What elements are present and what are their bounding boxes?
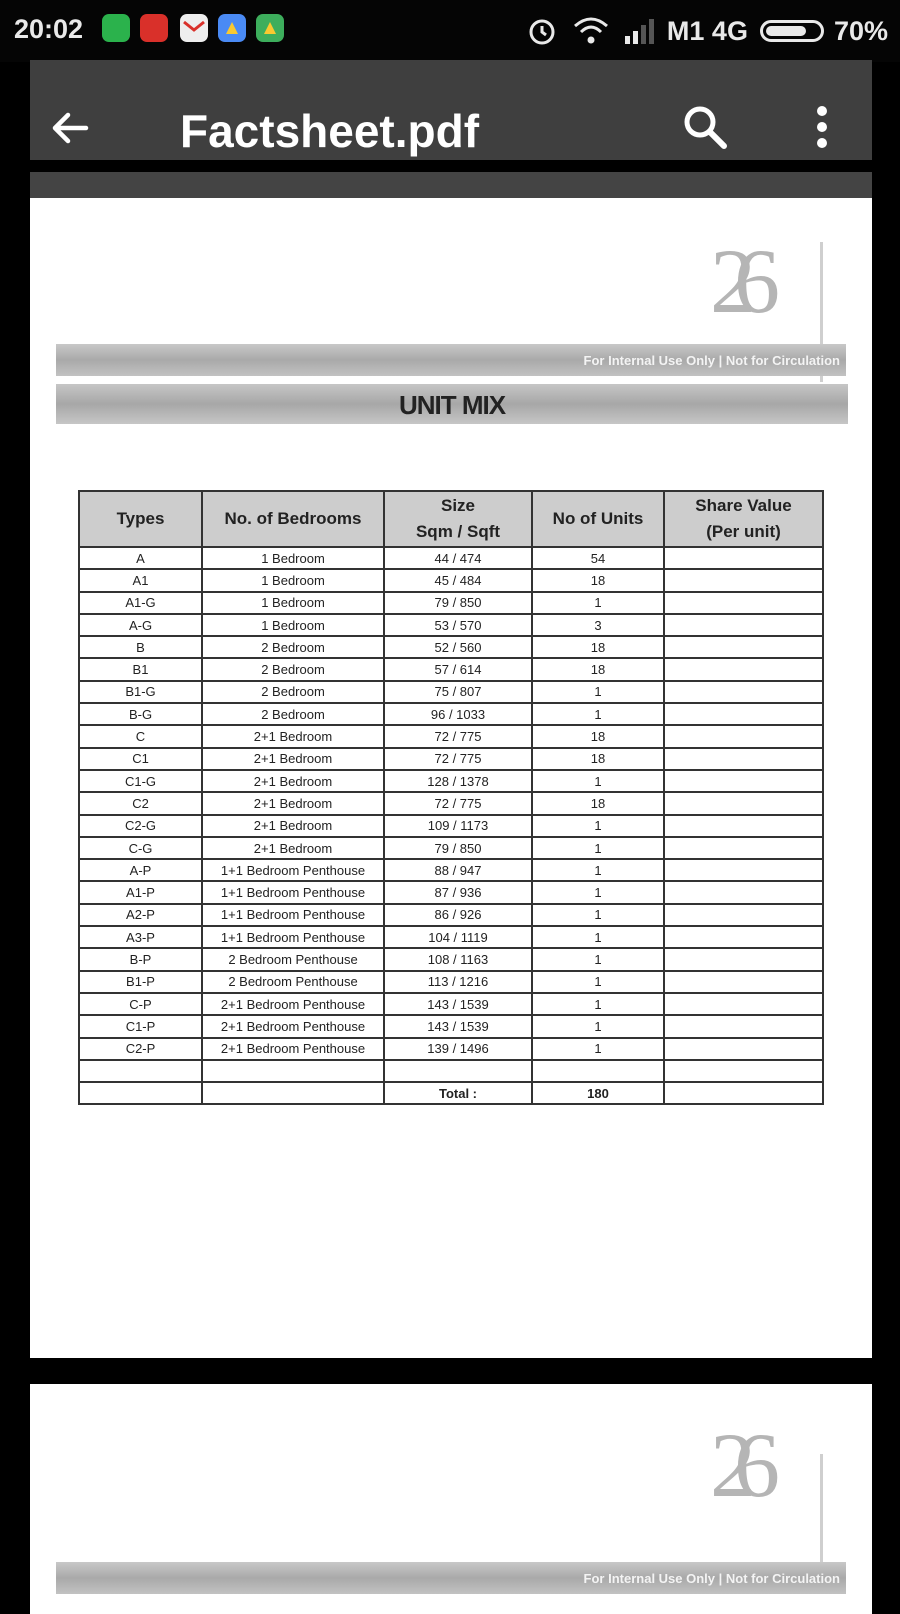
- alarm-icon: [525, 14, 559, 48]
- table-cell: [664, 1060, 823, 1082]
- cell-units: 1: [532, 1015, 664, 1037]
- back-arrow-icon[interactable]: [48, 106, 92, 150]
- cell-share-value: [664, 971, 823, 993]
- cell-size: 79 / 850: [384, 837, 532, 859]
- cell-type: A3-P: [79, 926, 202, 948]
- cell-type: C1: [79, 748, 202, 770]
- cell-share-value: [664, 547, 823, 569]
- cell-size: 87 / 936: [384, 881, 532, 903]
- cell-bedrooms: 1+1 Bedroom Penthouse: [202, 859, 384, 881]
- cell-units: 18: [532, 569, 664, 591]
- whatsapp-icon: [102, 14, 130, 42]
- cell-units: 1: [532, 770, 664, 792]
- cell-units: 18: [532, 725, 664, 747]
- cell-units: 18: [532, 636, 664, 658]
- table-row: [79, 926, 823, 948]
- cell-type: C-G: [79, 837, 202, 859]
- cell-share-value: [664, 770, 823, 792]
- cell-bedrooms: 1 Bedroom: [202, 614, 384, 636]
- header-share-line2: (Per unit): [706, 522, 781, 541]
- cell-size: 143 / 1539: [384, 1015, 532, 1037]
- table-row: [79, 1038, 823, 1060]
- cell-type: B1-G: [79, 681, 202, 703]
- cell-bedrooms: 1 Bedroom: [202, 547, 384, 569]
- cell-units: 18: [532, 658, 664, 680]
- cell-share-value: [664, 948, 823, 970]
- cell-size: 128 / 1378: [384, 770, 532, 792]
- cell-type: B-G: [79, 703, 202, 725]
- gmail-icon: [180, 14, 208, 42]
- cell-type: A: [79, 547, 202, 569]
- cell-share-value: [664, 614, 823, 636]
- battery-icon: [760, 20, 824, 42]
- table-row: [79, 881, 823, 903]
- cell-units: 3: [532, 614, 664, 636]
- cell-size: 104 / 1119: [384, 926, 532, 948]
- cell-units: 54: [532, 547, 664, 569]
- table-cell: [532, 1060, 664, 1082]
- cell-type: A-G: [79, 614, 202, 636]
- cell-type: B1: [79, 658, 202, 680]
- search-icon[interactable]: [682, 104, 728, 150]
- table-row: [79, 993, 823, 1015]
- cell-share-value: [664, 703, 823, 725]
- header-share-line1: Share Value: [695, 496, 792, 515]
- cell-size: 79 / 850: [384, 592, 532, 614]
- cell-size: 88 / 947: [384, 859, 532, 881]
- cell-units: 1: [532, 1038, 664, 1060]
- table-row: [79, 971, 823, 993]
- table-row: [79, 770, 823, 792]
- cell-units: 1: [532, 703, 664, 725]
- cell-size: 72 / 775: [384, 725, 532, 747]
- cell-units: 1: [532, 681, 664, 703]
- cell-type: C2-G: [79, 815, 202, 837]
- status-indicators: [525, 14, 888, 48]
- table-cell: [384, 1060, 532, 1082]
- cell-units: 1: [532, 881, 664, 903]
- cell-type: C1-G: [79, 770, 202, 792]
- header-units: No of Units: [532, 491, 664, 547]
- cell-units: 1: [532, 948, 664, 970]
- cell-bedrooms: 1+1 Bedroom Penthouse: [202, 926, 384, 948]
- cell-bedrooms: 2 Bedroom: [202, 681, 384, 703]
- cell-size: 113 / 1216: [384, 971, 532, 993]
- brand-logo: 26: [710, 1414, 758, 1516]
- cell-units: 18: [532, 792, 664, 814]
- drive-icon: [256, 14, 284, 42]
- section-title-band: [56, 384, 848, 424]
- cell-share-value: [664, 748, 823, 770]
- logo-divider: [820, 1454, 823, 1574]
- cell-bedrooms: 1+1 Bedroom Penthouse: [202, 881, 384, 903]
- total-label: Total :: [384, 1082, 532, 1104]
- carrier-label: M1 4G: [666, 15, 748, 46]
- table-row: [79, 681, 823, 703]
- confidential-text: For Internal Use Only | Not for Circulation: [583, 353, 840, 368]
- table-row: [79, 859, 823, 881]
- cell-size: 139 / 1496: [384, 1038, 532, 1060]
- cell-type: C2-P: [79, 1038, 202, 1060]
- table-row: [79, 904, 823, 926]
- table-row: [79, 725, 823, 747]
- cell-bedrooms: 2+1 Bedroom: [202, 792, 384, 814]
- cell-bedrooms: 2+1 Bedroom Penthouse: [202, 1015, 384, 1037]
- header-size-line2: Sqm / Sqft: [415, 522, 501, 541]
- toolbar-divider: [30, 172, 872, 198]
- cell-type: C2: [79, 792, 202, 814]
- cell-units: 1: [532, 815, 664, 837]
- header-types: Types: [79, 491, 202, 547]
- cell-size: 75 / 807: [384, 681, 532, 703]
- cell-bedrooms: 1 Bedroom: [202, 569, 384, 591]
- cell-size: 72 / 775: [384, 792, 532, 814]
- confidential-band: [56, 1562, 846, 1594]
- overflow-menu-icon[interactable]: [812, 104, 832, 150]
- table-cell: [202, 1060, 384, 1082]
- cell-units: 1: [532, 926, 664, 948]
- status-bar: [0, 0, 900, 62]
- cell-share-value: [664, 993, 823, 1015]
- table-row: [79, 748, 823, 770]
- cell-size: 45 / 484: [384, 569, 532, 591]
- brand-logo: 26: [710, 230, 758, 332]
- cell-type: A1-G: [79, 592, 202, 614]
- table-row: [79, 592, 823, 614]
- drive-icon: [218, 14, 246, 42]
- cell-share-value: [664, 792, 823, 814]
- cell-bedrooms: 2 Bedroom: [202, 703, 384, 725]
- table-header-row: [79, 491, 823, 547]
- section-title: UNIT MIX: [398, 390, 506, 420]
- table-cell: [79, 1082, 202, 1104]
- cell-size: 44 / 474: [384, 547, 532, 569]
- cell-size: 96 / 1033: [384, 703, 532, 725]
- header-bedrooms: No. of Bedrooms: [202, 491, 384, 547]
- cell-type: A1: [79, 569, 202, 591]
- total-units: 180: [532, 1082, 664, 1104]
- cell-bedrooms: 2 Bedroom Penthouse: [202, 971, 384, 993]
- cell-share-value: [664, 815, 823, 837]
- table-row: [79, 837, 823, 859]
- confidential-band: [56, 344, 846, 376]
- cell-bedrooms: 2+1 Bedroom Penthouse: [202, 1038, 384, 1060]
- table-row: [79, 815, 823, 837]
- cell-share-value: [664, 681, 823, 703]
- cell-share-value: [664, 725, 823, 747]
- cell-bedrooms: 2+1 Bedroom: [202, 837, 384, 859]
- table-row: [79, 792, 823, 814]
- cell-type: A-P: [79, 859, 202, 881]
- unit-mix-table: [78, 490, 824, 1105]
- cell-type: C-P: [79, 993, 202, 1015]
- cell-bedrooms: 2+1 Bedroom Penthouse: [202, 993, 384, 1015]
- cell-share-value: [664, 837, 823, 859]
- cell-size: 57 / 614: [384, 658, 532, 680]
- cell-share-value: [664, 904, 823, 926]
- cell-units: 1: [532, 993, 664, 1015]
- cell-type: C: [79, 725, 202, 747]
- cell-bedrooms: 2 Bedroom Penthouse: [202, 948, 384, 970]
- cell-units: 1: [532, 859, 664, 881]
- cell-type: C1-P: [79, 1015, 202, 1037]
- table-cell: [202, 1082, 384, 1104]
- pdf-page-1[interactable]: [30, 198, 872, 1358]
- cell-share-value: [664, 859, 823, 881]
- cell-units: 1: [532, 592, 664, 614]
- table-row: [79, 658, 823, 680]
- cell-share-value: [664, 592, 823, 614]
- cell-bedrooms: 2 Bedroom: [202, 636, 384, 658]
- signal-icon: [621, 16, 657, 46]
- cell-share-value: [664, 926, 823, 948]
- header-share-value: [664, 491, 823, 547]
- cell-size: 72 / 775: [384, 748, 532, 770]
- cell-share-value: [664, 636, 823, 658]
- table-row: [79, 1015, 823, 1037]
- cell-size: 108 / 1163: [384, 948, 532, 970]
- cell-type: B: [79, 636, 202, 658]
- cell-type: B1-P: [79, 971, 202, 993]
- cell-size: 53 / 570: [384, 614, 532, 636]
- table-row: [79, 614, 823, 636]
- table-row: [79, 703, 823, 725]
- status-time: 20:02: [14, 14, 84, 44]
- cell-units: 1: [532, 837, 664, 859]
- cell-share-value: [664, 658, 823, 680]
- cell-bedrooms: 2+1 Bedroom: [202, 770, 384, 792]
- cell-units: 1: [532, 904, 664, 926]
- table-total-row: [79, 1082, 823, 1104]
- table-row: [79, 636, 823, 658]
- table-body: [79, 547, 823, 1060]
- cell-share-value: [664, 881, 823, 903]
- cell-size: 86 / 926: [384, 904, 532, 926]
- cell-bedrooms: 2+1 Bedroom: [202, 815, 384, 837]
- document-title: Factsheet.pdf: [180, 105, 480, 157]
- table-row: [79, 948, 823, 970]
- table-cell: [664, 1082, 823, 1104]
- cell-type: A1-P: [79, 881, 202, 903]
- cell-type: A2-P: [79, 904, 202, 926]
- table-empty-row: [79, 1060, 823, 1082]
- cell-bedrooms: 2+1 Bedroom: [202, 748, 384, 770]
- cell-units: 1: [532, 971, 664, 993]
- table-cell: [79, 1060, 202, 1082]
- confidential-text: For Internal Use Only | Not for Circulation: [583, 1571, 840, 1586]
- cell-size: 143 / 1539: [384, 993, 532, 1015]
- pdf-page-2[interactable]: [30, 1384, 872, 1614]
- cell-share-value: [664, 569, 823, 591]
- cell-bedrooms: 2 Bedroom: [202, 658, 384, 680]
- header-size-line1: Size: [440, 496, 476, 515]
- cell-units: 18: [532, 748, 664, 770]
- youtube-icon: [140, 14, 168, 42]
- battery-percent: 70%: [833, 15, 888, 46]
- cell-bedrooms: 1 Bedroom: [202, 592, 384, 614]
- cell-bedrooms: 1+1 Bedroom Penthouse: [202, 904, 384, 926]
- header-size: [384, 491, 532, 547]
- table-row: [79, 569, 823, 591]
- wifi-icon: [571, 14, 611, 48]
- cell-type: B-P: [79, 948, 202, 970]
- cell-size: 109 / 1173: [384, 815, 532, 837]
- app-bar: [30, 60, 872, 160]
- cell-bedrooms: 2+1 Bedroom: [202, 725, 384, 747]
- table-row: [79, 547, 823, 569]
- cell-size: 52 / 560: [384, 636, 532, 658]
- cell-share-value: [664, 1038, 823, 1060]
- cell-share-value: [664, 1015, 823, 1037]
